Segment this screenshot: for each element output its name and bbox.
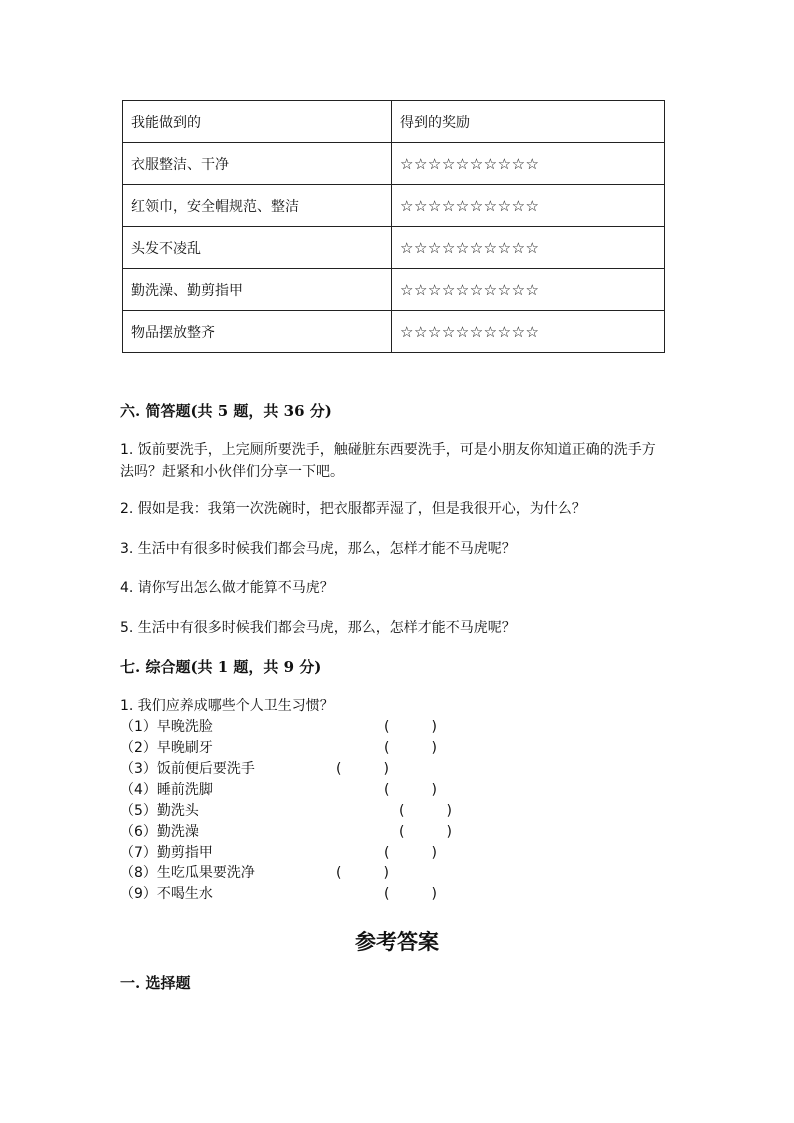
table-row <box>123 185 665 227</box>
habit-item: （8）生吃瓜果要洗净 <box>120 865 255 881</box>
comprehensive-question: 1. 我们应养成哪些个人卫生习惯？ <box>120 698 334 714</box>
star-rating-cell: ☆☆☆☆☆☆☆☆☆☆ <box>392 185 665 227</box>
habit-item: （9）不喝生水 <box>120 886 213 902</box>
question-5: 5. 生活中有很多时候我们都会马虎，那么，怎样才能不马虎呢？ <box>120 620 516 636</box>
star-rating-cell: ☆☆☆☆☆☆☆☆☆☆ <box>392 143 665 185</box>
answer-blank: ( ) <box>399 803 452 819</box>
star-rating-cell: ☆☆☆☆☆☆☆☆☆☆ <box>392 227 665 269</box>
answers-title: 参考答案 <box>355 929 439 954</box>
answers-section-1-heading: 一. 选择题 <box>120 974 191 992</box>
answer-blank: ( ) <box>384 740 437 756</box>
table-header-cell: 得到的奖励 <box>392 101 665 143</box>
question-1: 1. 饭前要洗手，上完厕所要洗手，触碰脏东西要洗手，可是小朋友你知道正确的洗手方法吗？赶紧和小伙伴们分享一下吧。 <box>120 442 656 480</box>
table-row <box>123 143 665 185</box>
habit-item: （4）睡前洗脚 <box>120 782 213 798</box>
behavior-cell: 红领巾，安全帽规范、整洁 <box>123 185 392 227</box>
answer-blank: ( ) <box>399 824 452 840</box>
star-rating-cell: ☆☆☆☆☆☆☆☆☆☆ <box>392 269 665 311</box>
behavior-cell: 物品摆放整齐 <box>123 311 392 353</box>
answer-blank: ( ) <box>336 865 389 881</box>
answer-blank: ( ) <box>336 761 389 777</box>
behavior-cell: 头发不凌乱 <box>123 227 392 269</box>
behavior-cell: 勤洗澡、勤剪指甲 <box>123 269 392 311</box>
question-3: 3. 生活中有很多时候我们都会马虎，那么，怎样才能不马虎呢？ <box>120 541 516 557</box>
table-row <box>123 269 665 311</box>
answer-blank: ( ) <box>384 886 437 902</box>
table-header-cell: 我能做到的 <box>123 101 392 143</box>
habit-item: （1）早晚洗脸 <box>120 719 213 735</box>
habit-item: （2）早晚刷牙 <box>120 740 213 756</box>
answer-blank: ( ) <box>384 845 437 861</box>
section-6-heading: 六. 简答题(共 5 题，共 36 分) <box>120 402 332 420</box>
table-row <box>123 227 665 269</box>
star-rating-cell: ☆☆☆☆☆☆☆☆☆☆ <box>392 311 665 353</box>
table-header-row <box>123 101 665 143</box>
reward-table <box>122 100 665 353</box>
table-row <box>123 311 665 353</box>
habit-item: （3）饭前便后要洗手 <box>120 761 255 777</box>
habit-item: （6）勤洗澡 <box>120 824 199 840</box>
question-4: 4. 请你写出怎么做才能算不马虎？ <box>120 580 334 596</box>
question-2: 2. 假如是我：我第一次洗碗时，把衣服都弄湿了，但是我很开心，为什么？ <box>120 501 586 517</box>
behavior-cell: 衣服整洁、干净 <box>123 143 392 185</box>
section-7-heading: 七. 综合题(共 1 题，共 9 分) <box>120 658 322 676</box>
habit-item: （7）勤剪指甲 <box>120 845 213 861</box>
habit-item: （5）勤洗头 <box>120 803 199 819</box>
answer-blank: ( ) <box>384 782 437 798</box>
answer-blank: ( ) <box>384 719 437 735</box>
